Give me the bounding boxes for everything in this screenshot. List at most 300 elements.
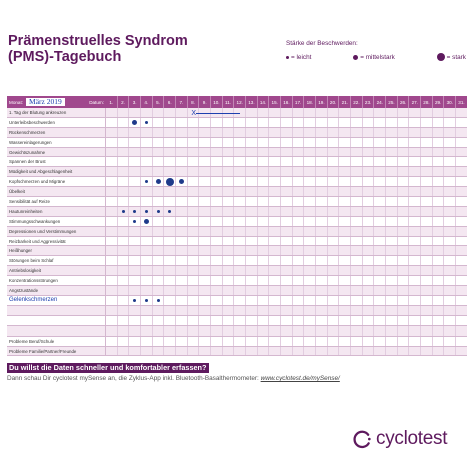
day-cell[interactable] xyxy=(153,177,165,186)
day-cell[interactable] xyxy=(363,157,375,166)
day-cell[interactable] xyxy=(339,217,351,226)
day-cell[interactable] xyxy=(328,256,340,265)
day-cell[interactable] xyxy=(351,326,363,335)
day-cell[interactable] xyxy=(421,157,433,166)
day-cell[interactable] xyxy=(456,177,467,186)
day-cell[interactable] xyxy=(223,276,235,285)
day-cell[interactable] xyxy=(386,138,398,147)
day-cell[interactable] xyxy=(304,148,316,157)
day-cell[interactable] xyxy=(234,197,246,206)
day-cell[interactable] xyxy=(398,207,410,216)
day-cell[interactable] xyxy=(316,237,328,246)
day-cell[interactable] xyxy=(433,108,445,117)
day-cell[interactable] xyxy=(129,108,141,117)
day-cell[interactable] xyxy=(363,266,375,275)
day-cell[interactable] xyxy=(304,118,316,127)
day-cell[interactable] xyxy=(421,276,433,285)
day-cell[interactable] xyxy=(363,187,375,196)
day-cell[interactable] xyxy=(281,177,293,186)
day-cell[interactable] xyxy=(421,347,433,356)
day-cell[interactable] xyxy=(304,207,316,216)
day-cell[interactable] xyxy=(374,148,386,157)
day-cell[interactable] xyxy=(281,306,293,315)
day-cell[interactable] xyxy=(164,237,176,246)
day-cell[interactable] xyxy=(304,337,316,346)
day-cell[interactable] xyxy=(118,197,130,206)
day-cell[interactable] xyxy=(269,306,281,315)
day-cell[interactable] xyxy=(129,286,141,295)
day-cell[interactable] xyxy=(269,227,281,236)
day-cell[interactable] xyxy=(351,246,363,255)
day-cell[interactable] xyxy=(164,296,176,305)
day-cell[interactable] xyxy=(234,217,246,226)
day-cell[interactable] xyxy=(339,337,351,346)
day-cell[interactable] xyxy=(153,237,165,246)
day-cell[interactable] xyxy=(164,177,176,186)
day-cell[interactable] xyxy=(118,256,130,265)
day-cell[interactable] xyxy=(281,157,293,166)
day-cell[interactable] xyxy=(351,276,363,285)
day-cell[interactable] xyxy=(211,237,223,246)
day-cell[interactable] xyxy=(421,227,433,236)
day-cell[interactable] xyxy=(433,227,445,236)
day-cell[interactable] xyxy=(304,347,316,356)
day-cell[interactable] xyxy=(374,138,386,147)
day-cell[interactable] xyxy=(246,237,258,246)
day-cell[interactable] xyxy=(328,167,340,176)
day-cell[interactable] xyxy=(164,217,176,226)
day-cell[interactable] xyxy=(164,266,176,275)
day-cell[interactable] xyxy=(363,276,375,285)
day-cell[interactable] xyxy=(293,347,305,356)
day-cell[interactable] xyxy=(421,286,433,295)
day-cell[interactable] xyxy=(444,138,456,147)
day-cell[interactable] xyxy=(199,177,211,186)
day-cell[interactable] xyxy=(398,217,410,226)
day-cell[interactable] xyxy=(246,197,258,206)
month-value[interactable]: März 2019 xyxy=(26,98,65,106)
day-cell[interactable] xyxy=(153,286,165,295)
day-cell[interactable] xyxy=(351,148,363,157)
day-cell[interactable] xyxy=(409,217,421,226)
day-cell[interactable] xyxy=(129,227,141,236)
day-cell[interactable] xyxy=(421,138,433,147)
day-cell[interactable] xyxy=(223,347,235,356)
day-cell[interactable] xyxy=(129,306,141,315)
day-cell[interactable] xyxy=(456,326,467,335)
day-cell[interactable] xyxy=(188,347,200,356)
day-cell[interactable] xyxy=(141,256,153,265)
day-cell[interactable] xyxy=(141,167,153,176)
day-cell[interactable] xyxy=(234,138,246,147)
day-cell[interactable] xyxy=(328,118,340,127)
day-cell[interactable] xyxy=(129,118,141,127)
day-cell[interactable] xyxy=(339,326,351,335)
day-cell[interactable] xyxy=(211,266,223,275)
day-cell[interactable] xyxy=(293,197,305,206)
day-cell[interactable] xyxy=(176,316,188,325)
day-cell[interactable] xyxy=(293,286,305,295)
day-cell[interactable] xyxy=(141,157,153,166)
day-cell[interactable] xyxy=(304,187,316,196)
day-cell[interactable] xyxy=(211,256,223,265)
day-cell[interactable] xyxy=(281,217,293,226)
day-cell[interactable] xyxy=(339,347,351,356)
day-cell[interactable] xyxy=(293,316,305,325)
day-cell[interactable] xyxy=(386,256,398,265)
day-cell[interactable] xyxy=(211,227,223,236)
day-cell[interactable] xyxy=(374,207,386,216)
day-cell[interactable] xyxy=(316,316,328,325)
day-cell[interactable] xyxy=(398,286,410,295)
day-cell[interactable] xyxy=(199,347,211,356)
day-cell[interactable] xyxy=(118,118,130,127)
day-cell[interactable] xyxy=(398,246,410,255)
day-cell[interactable] xyxy=(456,157,467,166)
day-cell[interactable] xyxy=(281,296,293,305)
day-cell[interactable] xyxy=(234,256,246,265)
day-cell[interactable] xyxy=(211,118,223,127)
day-cell[interactable] xyxy=(211,276,223,285)
day-cell[interactable] xyxy=(141,337,153,346)
day-cell[interactable] xyxy=(106,197,118,206)
day-cell[interactable] xyxy=(409,276,421,285)
day-cell[interactable] xyxy=(106,128,118,137)
day-cell[interactable] xyxy=(199,138,211,147)
day-cell[interactable] xyxy=(351,347,363,356)
day-cell[interactable] xyxy=(304,246,316,255)
day-cell[interactable] xyxy=(176,138,188,147)
day-cell[interactable] xyxy=(246,207,258,216)
day-cell[interactable] xyxy=(223,157,235,166)
day-cell[interactable] xyxy=(269,118,281,127)
day-cell[interactable] xyxy=(374,118,386,127)
day-cell[interactable] xyxy=(328,177,340,186)
day-cell[interactable] xyxy=(293,108,305,117)
day-cell[interactable] xyxy=(444,326,456,335)
day-cell[interactable] xyxy=(246,306,258,315)
day-cell[interactable] xyxy=(339,227,351,236)
day-cell[interactable] xyxy=(456,148,467,157)
day-cell[interactable] xyxy=(199,276,211,285)
day-cell[interactable] xyxy=(293,227,305,236)
day-cell[interactable] xyxy=(339,266,351,275)
day-cell[interactable] xyxy=(188,177,200,186)
day-cell[interactable] xyxy=(328,197,340,206)
day-cell[interactable] xyxy=(339,167,351,176)
day-cell[interactable] xyxy=(386,347,398,356)
day-cell[interactable] xyxy=(141,138,153,147)
day-cell[interactable] xyxy=(328,266,340,275)
day-cell[interactable] xyxy=(258,337,270,346)
day-cell[interactable] xyxy=(234,326,246,335)
day-cell[interactable] xyxy=(153,246,165,255)
day-cell[interactable] xyxy=(339,237,351,246)
day-cell[interactable] xyxy=(199,237,211,246)
day-cell[interactable] xyxy=(433,237,445,246)
day-cell[interactable] xyxy=(118,108,130,117)
day-cell[interactable] xyxy=(328,207,340,216)
day-cell[interactable] xyxy=(374,197,386,206)
day-cell[interactable] xyxy=(433,217,445,226)
day-cell[interactable] xyxy=(234,118,246,127)
day-cell[interactable] xyxy=(153,296,165,305)
day-cell[interactable] xyxy=(421,177,433,186)
day-cell[interactable] xyxy=(269,207,281,216)
day-cell[interactable] xyxy=(118,347,130,356)
day-cell[interactable] xyxy=(188,227,200,236)
day-cell[interactable] xyxy=(339,128,351,137)
day-cell[interactable] xyxy=(246,118,258,127)
day-cell[interactable] xyxy=(118,167,130,176)
day-cell[interactable] xyxy=(304,296,316,305)
day-cell[interactable] xyxy=(223,227,235,236)
day-cell[interactable] xyxy=(106,256,118,265)
day-cell[interactable] xyxy=(106,326,118,335)
day-cell[interactable] xyxy=(129,256,141,265)
day-cell[interactable] xyxy=(269,337,281,346)
day-cell[interactable] xyxy=(199,316,211,325)
day-cell[interactable] xyxy=(223,256,235,265)
day-cell[interactable] xyxy=(199,118,211,127)
day-cell[interactable] xyxy=(386,167,398,176)
day-cell[interactable] xyxy=(316,296,328,305)
day-cell[interactable] xyxy=(281,276,293,285)
day-cell[interactable] xyxy=(176,187,188,196)
day-cell[interactable] xyxy=(234,157,246,166)
day-cell[interactable] xyxy=(339,157,351,166)
day-cell[interactable] xyxy=(176,227,188,236)
day-cell[interactable] xyxy=(398,347,410,356)
day-cell[interactable] xyxy=(444,237,456,246)
day-cell[interactable] xyxy=(246,217,258,226)
day-cell[interactable] xyxy=(199,266,211,275)
day-cell[interactable] xyxy=(304,276,316,285)
day-cell[interactable] xyxy=(211,138,223,147)
day-cell[interactable] xyxy=(199,167,211,176)
day-cell[interactable] xyxy=(433,187,445,196)
day-cell[interactable] xyxy=(153,276,165,285)
day-cell[interactable] xyxy=(176,246,188,255)
day-cell[interactable] xyxy=(234,266,246,275)
day-cell[interactable] xyxy=(234,286,246,295)
day-cell[interactable] xyxy=(141,266,153,275)
day-cell[interactable] xyxy=(281,148,293,157)
day-cell[interactable] xyxy=(374,326,386,335)
day-cell[interactable] xyxy=(316,118,328,127)
day-cell[interactable] xyxy=(316,128,328,137)
day-cell[interactable] xyxy=(316,337,328,346)
day-cell[interactable] xyxy=(304,157,316,166)
day-cell[interactable] xyxy=(339,286,351,295)
day-cell[interactable] xyxy=(293,237,305,246)
day-cell[interactable] xyxy=(316,167,328,176)
day-cell[interactable] xyxy=(374,296,386,305)
day-cell[interactable] xyxy=(106,177,118,186)
day-cell[interactable] xyxy=(421,108,433,117)
day-cell[interactable] xyxy=(223,306,235,315)
day-cell[interactable] xyxy=(129,276,141,285)
day-cell[interactable] xyxy=(223,237,235,246)
day-cell[interactable] xyxy=(246,157,258,166)
day-cell[interactable] xyxy=(456,266,467,275)
day-cell[interactable] xyxy=(328,187,340,196)
day-cell[interactable] xyxy=(444,256,456,265)
day-cell[interactable] xyxy=(433,118,445,127)
day-cell[interactable] xyxy=(433,167,445,176)
day-cell[interactable] xyxy=(351,177,363,186)
day-cell[interactable] xyxy=(433,306,445,315)
day-cell[interactable] xyxy=(386,306,398,315)
day-cell[interactable] xyxy=(176,207,188,216)
day-cell[interactable] xyxy=(129,326,141,335)
day-cell[interactable] xyxy=(141,237,153,246)
day-cell[interactable] xyxy=(211,177,223,186)
day-cell[interactable] xyxy=(258,326,270,335)
day-cell[interactable] xyxy=(258,207,270,216)
day-cell[interactable] xyxy=(269,187,281,196)
day-cell[interactable] xyxy=(398,256,410,265)
day-cell[interactable] xyxy=(316,266,328,275)
day-cell[interactable] xyxy=(433,316,445,325)
day-cell[interactable] xyxy=(118,316,130,325)
day-cell[interactable] xyxy=(164,347,176,356)
day-cell[interactable] xyxy=(164,138,176,147)
day-cell[interactable] xyxy=(223,266,235,275)
day-cell[interactable] xyxy=(339,276,351,285)
day-cell[interactable] xyxy=(106,187,118,196)
day-cell[interactable] xyxy=(129,148,141,157)
day-cell[interactable] xyxy=(106,217,118,226)
day-cell[interactable] xyxy=(409,167,421,176)
day-cell[interactable] xyxy=(188,286,200,295)
day-cell[interactable] xyxy=(374,237,386,246)
day-cell[interactable] xyxy=(141,197,153,206)
day-cell[interactable] xyxy=(374,217,386,226)
day-cell[interactable] xyxy=(258,316,270,325)
day-cell[interactable] xyxy=(141,227,153,236)
day-cell[interactable] xyxy=(398,316,410,325)
day-cell[interactable] xyxy=(444,266,456,275)
day-cell[interactable] xyxy=(456,296,467,305)
day-cell[interactable] xyxy=(234,207,246,216)
day-cell[interactable] xyxy=(421,187,433,196)
day-cell[interactable] xyxy=(374,167,386,176)
day-cell[interactable] xyxy=(293,296,305,305)
day-cell[interactable] xyxy=(304,286,316,295)
day-cell[interactable] xyxy=(363,207,375,216)
day-cell[interactable] xyxy=(188,167,200,176)
day-cell[interactable] xyxy=(106,207,118,216)
day-cell[interactable] xyxy=(199,197,211,206)
day-cell[interactable] xyxy=(246,148,258,157)
day-cell[interactable] xyxy=(106,227,118,236)
day-cell[interactable] xyxy=(374,337,386,346)
day-cell[interactable] xyxy=(164,167,176,176)
day-cell[interactable] xyxy=(456,337,467,346)
day-cell[interactable] xyxy=(164,227,176,236)
day-cell[interactable] xyxy=(211,296,223,305)
day-cell[interactable] xyxy=(188,157,200,166)
day-cell[interactable] xyxy=(304,138,316,147)
day-cell[interactable] xyxy=(444,167,456,176)
day-cell[interactable] xyxy=(351,227,363,236)
day-cell[interactable] xyxy=(106,108,118,117)
day-cell[interactable] xyxy=(444,128,456,137)
day-cell[interactable] xyxy=(316,207,328,216)
day-cell[interactable] xyxy=(398,177,410,186)
day-cell[interactable] xyxy=(118,237,130,246)
day-cell[interactable] xyxy=(456,306,467,315)
day-cell[interactable] xyxy=(374,108,386,117)
day-cell[interactable] xyxy=(188,138,200,147)
day-cell[interactable] xyxy=(129,316,141,325)
day-cell[interactable] xyxy=(398,326,410,335)
day-cell[interactable] xyxy=(176,266,188,275)
day-cell[interactable] xyxy=(339,177,351,186)
day-cell[interactable] xyxy=(374,347,386,356)
day-cell[interactable] xyxy=(258,246,270,255)
day-cell[interactable] xyxy=(339,207,351,216)
day-cell[interactable] xyxy=(304,326,316,335)
day-cell[interactable] xyxy=(118,286,130,295)
day-cell[interactable] xyxy=(176,108,188,117)
day-cell[interactable] xyxy=(258,347,270,356)
day-cell[interactable] xyxy=(281,138,293,147)
day-cell[interactable] xyxy=(398,306,410,315)
day-cell[interactable] xyxy=(409,246,421,255)
day-cell[interactable] xyxy=(409,207,421,216)
day-cell[interactable] xyxy=(106,276,118,285)
day-cell[interactable] xyxy=(246,347,258,356)
day-cell[interactable] xyxy=(164,337,176,346)
day-cell[interactable] xyxy=(409,157,421,166)
day-cell[interactable] xyxy=(456,108,467,117)
day-cell[interactable] xyxy=(433,246,445,255)
day-cell[interactable] xyxy=(351,316,363,325)
day-cell[interactable] xyxy=(351,108,363,117)
day-cell[interactable] xyxy=(398,167,410,176)
day-cell[interactable] xyxy=(199,296,211,305)
day-cell[interactable] xyxy=(398,128,410,137)
day-cell[interactable] xyxy=(234,227,246,236)
day-cell[interactable] xyxy=(351,306,363,315)
day-cell[interactable] xyxy=(223,197,235,206)
day-cell[interactable] xyxy=(456,246,467,255)
day-cell[interactable] xyxy=(269,148,281,157)
day-cell[interactable] xyxy=(211,246,223,255)
day-cell[interactable] xyxy=(456,187,467,196)
day-cell[interactable] xyxy=(234,337,246,346)
day-cell[interactable] xyxy=(118,148,130,157)
day-cell[interactable] xyxy=(211,167,223,176)
day-cell[interactable] xyxy=(304,306,316,315)
day-cell[interactable] xyxy=(421,256,433,265)
day-cell[interactable] xyxy=(398,108,410,117)
day-cell[interactable] xyxy=(129,128,141,137)
day-cell[interactable] xyxy=(281,197,293,206)
day-cell[interactable] xyxy=(433,256,445,265)
day-cell[interactable] xyxy=(211,148,223,157)
day-cell[interactable] xyxy=(398,337,410,346)
day-cell[interactable] xyxy=(386,266,398,275)
day-cell[interactable] xyxy=(258,157,270,166)
day-cell[interactable] xyxy=(328,128,340,137)
day-cell[interactable] xyxy=(456,237,467,246)
day-cell[interactable] xyxy=(246,138,258,147)
day-cell[interactable] xyxy=(316,306,328,315)
day-cell[interactable] xyxy=(421,207,433,216)
